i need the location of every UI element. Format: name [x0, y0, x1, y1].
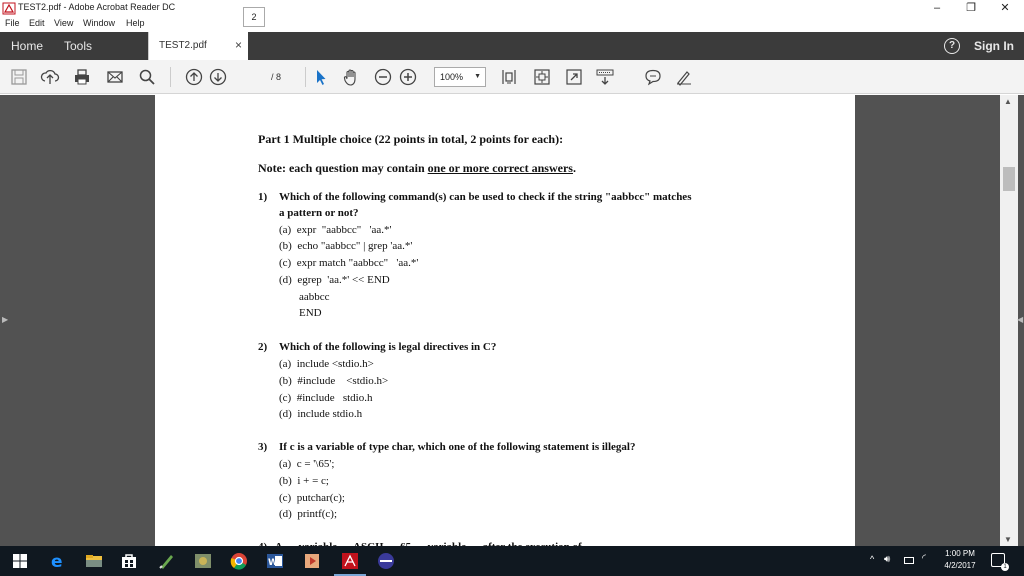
save-icon[interactable]	[10, 68, 28, 86]
menu-help[interactable]: Help	[126, 18, 145, 28]
q1-option-b: (b) echo "aabbcc" | grep 'aa.*'	[279, 240, 413, 252]
minimize-button[interactable]: –	[933, 2, 941, 14]
chevron-down-icon: ▼	[474, 73, 481, 80]
print-icon[interactable]	[73, 68, 91, 86]
q1-text-line2: a pattern or not?	[279, 207, 359, 219]
menu-edit[interactable]: Edit	[29, 18, 45, 28]
notification-count-badge: 1	[1001, 563, 1009, 571]
page-options-icon[interactable]	[533, 68, 551, 86]
toolbar-divider	[170, 67, 171, 87]
prev-page-icon[interactable]	[185, 68, 203, 86]
toolbar	[0, 60, 1024, 94]
q1-text-line1: Which of the following command(s) can be used to check if the string "aabbcc" matches	[279, 191, 692, 203]
q2-option-b: (b) #include <stdio.h>	[279, 375, 389, 387]
q2-option-c: (c) #include stdio.h	[279, 392, 373, 404]
toolbar-divider	[305, 67, 306, 87]
q2-number: 2)	[258, 341, 268, 353]
menu-window[interactable]: Window	[83, 18, 116, 28]
section-heading: Part 1 Multiple choice (22 points in total, 2 points for each):	[258, 132, 564, 146]
title-bar	[0, 0, 1024, 17]
right-panel-toggle-icon[interactable]: ◀	[1017, 315, 1024, 324]
zoom-value: 100%	[440, 72, 464, 82]
file-explorer-icon[interactable]	[84, 551, 104, 571]
system-clock[interactable]	[940, 548, 980, 572]
chrome-icon[interactable]	[229, 551, 249, 571]
sign-in-button[interactable]: Sign In	[974, 39, 1014, 53]
windows-start-icon[interactable]	[10, 551, 30, 571]
q1-option-d-line3: END	[299, 307, 322, 319]
store-icon[interactable]	[119, 551, 139, 571]
q3-option-c: (c) putchar(c);	[279, 492, 345, 504]
select-cursor-icon[interactable]	[312, 68, 330, 86]
q1-option-a: (a) expr "aabbcc" 'aa.*'	[279, 224, 392, 236]
upload-icon[interactable]	[41, 68, 59, 86]
help-icon[interactable]: ?	[944, 38, 960, 54]
svg-text:W: W	[268, 558, 278, 568]
q1-option-d: (d) egrep 'aa.*' << END	[279, 274, 390, 286]
q2-text: Which of the following is legal directives in C?	[279, 341, 497, 353]
menu-view[interactable]: View	[54, 18, 74, 28]
q2-option-a: (a) include <stdio.h>	[279, 358, 374, 370]
close-button[interactable]: ✕	[1000, 2, 1010, 14]
menu-bar	[0, 17, 1024, 32]
tab-bar	[0, 32, 1024, 60]
acrobat-app-icon	[3, 3, 15, 14]
pdf-page[interactable]	[155, 95, 855, 546]
q3-option-d: (d) printf(c);	[279, 508, 338, 520]
edge-icon[interactable]	[48, 551, 68, 571]
next-page-icon[interactable]	[209, 68, 227, 86]
scrollbar-thumb[interactable]	[1003, 167, 1015, 191]
sign-icon[interactable]	[675, 68, 693, 86]
volume-icon[interactable]: 🔊︎	[884, 554, 891, 565]
q1-number: 1)	[258, 191, 268, 203]
q1-option-d-line2: aabbcc	[299, 291, 330, 303]
q3-text: If c is a variable of type char, which one of the following statement is illegal?	[279, 441, 636, 453]
zoom-select[interactable]	[434, 67, 486, 87]
document-tab-label: TEST2.pdf	[159, 40, 207, 51]
left-panel-toggle-icon[interactable]: ▶	[2, 315, 9, 324]
fullscreen-icon[interactable]	[565, 68, 583, 86]
photos-icon[interactable]	[193, 551, 213, 571]
menu-file[interactable]: File	[5, 18, 20, 28]
q3-option-a: (a) c = '\65';	[279, 458, 335, 470]
hand-icon[interactable]	[342, 68, 360, 86]
scroll-up-icon[interactable]: ▲	[1004, 97, 1012, 106]
fit-page-icon[interactable]	[500, 68, 518, 86]
document-tab[interactable]	[148, 32, 248, 60]
zoom-in-icon[interactable]	[399, 68, 417, 86]
taskbar	[0, 546, 1024, 576]
pen-app-icon[interactable]	[157, 551, 177, 571]
restore-button[interactable]: ❐	[966, 2, 976, 14]
word-icon[interactable]	[265, 551, 285, 571]
page-total-label: / 8	[271, 72, 282, 82]
email-icon[interactable]	[106, 68, 124, 86]
app-circle-icon[interactable]	[376, 551, 396, 571]
vertical-scrollbar[interactable]	[1000, 95, 1018, 546]
keyboard-scroll-icon[interactable]	[596, 68, 614, 86]
close-tab-icon[interactable]: ×	[234, 38, 242, 52]
note-emphasis: one or more correct answers	[427, 161, 573, 175]
chevron-up-icon[interactable]: ^	[870, 554, 875, 564]
home-tab[interactable]: Home	[11, 39, 44, 53]
comment-icon[interactable]	[644, 68, 662, 86]
window-title: TEST2.pdf - Adobe Acrobat Reader DC	[18, 2, 176, 12]
q1-option-c: (c) expr match "aabbcc" 'aa.*'	[279, 257, 419, 269]
q2-option-d: (d) include stdio.h	[279, 408, 363, 420]
zoom-out-icon[interactable]	[374, 68, 392, 86]
clock-time: 1:00 PM	[945, 549, 975, 558]
scroll-down-icon[interactable]: ▼	[1004, 535, 1012, 544]
note-line	[258, 161, 576, 176]
battery-icon[interactable]	[904, 557, 914, 564]
media-icon[interactable]	[302, 551, 322, 571]
search-icon[interactable]	[138, 68, 156, 86]
q3-option-b: (b) i + = c;	[279, 475, 329, 487]
page-number-input[interactable]: 2	[243, 7, 265, 27]
tools-tab[interactable]: Tools	[64, 39, 93, 53]
note-suffix: .	[572, 161, 576, 175]
acrobat-icon[interactable]	[340, 551, 360, 571]
q3-number: 3)	[258, 441, 268, 453]
svg-text:e: e	[51, 552, 63, 572]
note-prefix: Note: each question may contain	[258, 161, 428, 175]
wifi-icon[interactable]: ◜	[922, 553, 926, 564]
clock-date: 4/2/2017	[944, 561, 976, 570]
